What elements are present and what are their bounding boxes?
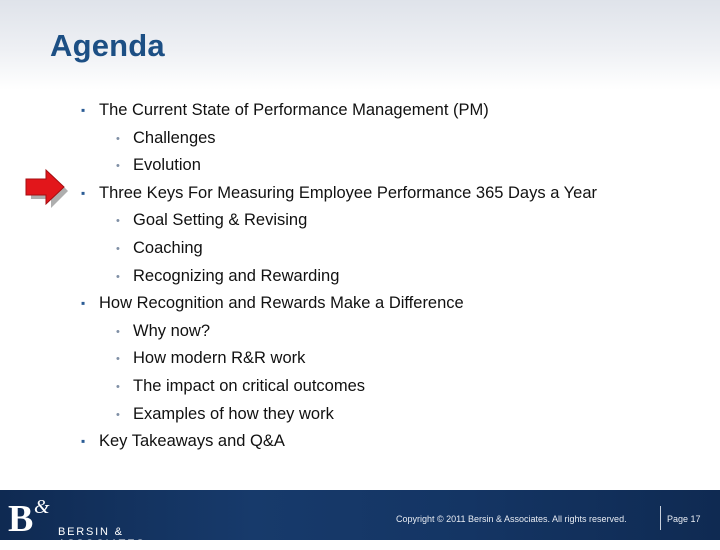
agenda-subitem-text: How modern R&R work xyxy=(133,349,306,368)
agenda-item-text: Key Takeaways and Q&A xyxy=(99,432,285,451)
logo-text: BERSIN & ASSOCIATES xyxy=(58,526,146,550)
agenda-item-text: How Recognition and Rewards Make a Difference xyxy=(99,294,464,313)
slide-title: Agenda xyxy=(50,28,165,63)
agenda-item xyxy=(81,100,489,120)
agenda-subitem xyxy=(116,376,365,397)
sub-bullet-icon: • xyxy=(116,381,120,393)
sub-bullet-icon: • xyxy=(116,353,120,366)
agenda-subitem-text: Evolution xyxy=(133,156,201,175)
agenda-subitem xyxy=(116,266,339,287)
bullet-icon: ▪ xyxy=(81,296,86,311)
sub-bullet-icon: • xyxy=(116,160,120,173)
agenda-subitem-text: Recognizing and Rewarding xyxy=(133,266,340,285)
sub-bullet-icon: • xyxy=(116,243,120,255)
agenda-item-text: Three Keys For Measuring Employee Performance 365 Days a Year xyxy=(99,183,597,202)
agenda-item xyxy=(81,431,285,451)
bullet-icon: ▪ xyxy=(81,185,86,200)
agenda-subitem xyxy=(116,155,201,176)
svg-text:B: B xyxy=(8,498,34,537)
bullet-icon: ▪ xyxy=(81,103,86,117)
arrow-right-icon xyxy=(24,168,68,210)
agenda-subitem xyxy=(116,210,307,231)
agenda-subitem-text: Examples of how they work xyxy=(133,404,334,423)
sub-bullet-icon: • xyxy=(116,215,120,228)
sub-bullet-icon: • xyxy=(116,270,120,283)
bullet-icon: ▪ xyxy=(81,434,86,449)
agenda-subitem-text: Challenges xyxy=(133,128,216,147)
agenda-subitem xyxy=(116,238,203,259)
agenda-subitem xyxy=(116,128,216,149)
sub-bullet-icon: • xyxy=(116,132,120,145)
company-logo xyxy=(8,495,198,550)
agenda-subitem xyxy=(116,321,210,342)
agenda-item xyxy=(81,293,464,313)
copyright-text: Copyright © 2011 Bersin & Associates. All rights reserved. xyxy=(396,514,627,524)
footer-bar xyxy=(0,490,720,550)
page-number: Page 17 xyxy=(667,514,701,524)
agenda-item xyxy=(81,183,597,203)
agenda-subitem-text: Coaching xyxy=(133,239,203,257)
agenda-item-text: The Current State of Performance Management (PM) xyxy=(99,101,489,119)
agenda-subitem-text: Why now? xyxy=(133,321,211,340)
sub-bullet-icon: • xyxy=(116,325,120,338)
agenda-subitem-text: Goal Setting & Revising xyxy=(133,211,308,230)
agenda-subitem xyxy=(116,348,305,369)
agenda-subitem-text: The impact on critical outcomes xyxy=(133,377,366,395)
svg-text:&: & xyxy=(34,496,50,518)
footer-divider xyxy=(660,506,661,530)
sub-bullet-icon: • xyxy=(116,408,120,421)
agenda-subitem xyxy=(116,404,334,425)
